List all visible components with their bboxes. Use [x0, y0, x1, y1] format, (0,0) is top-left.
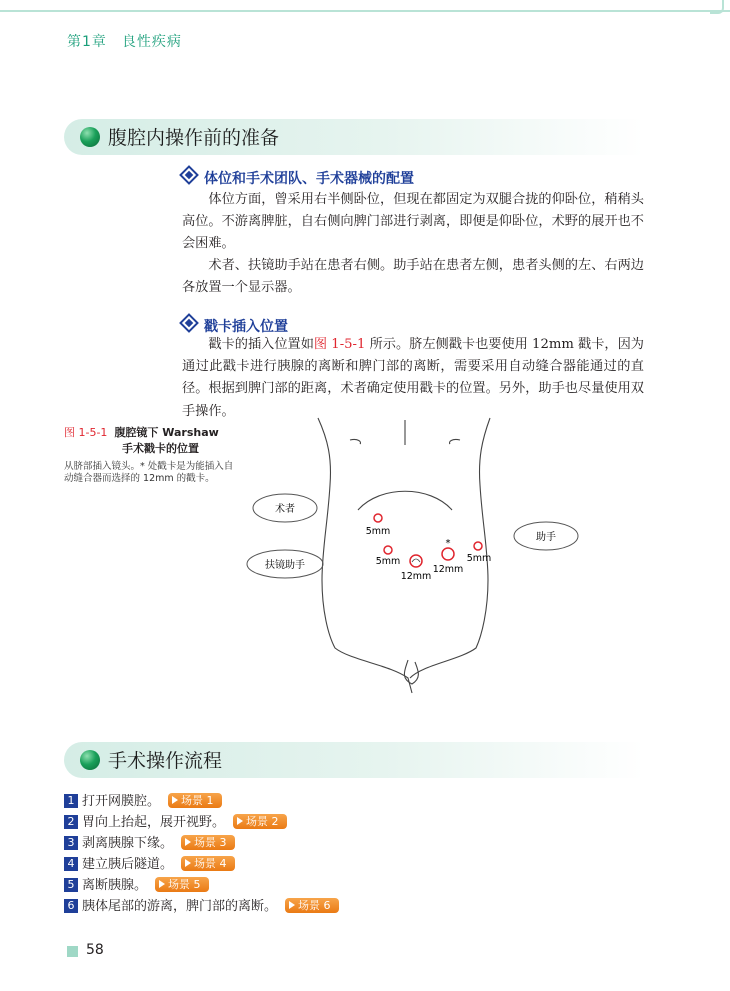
scene-label: 场景 5 [168, 878, 201, 891]
port-label: 5mm [375, 556, 401, 567]
subsection-heading [182, 168, 414, 188]
scene-label: 场景 3 [194, 836, 227, 849]
step-text: 建立胰后隧道。 [82, 857, 174, 872]
port-12mm-left-umbilical [442, 548, 454, 560]
green-ball-icon [80, 127, 100, 147]
step-number: 2 [64, 815, 78, 829]
step-text: 胰体尾部的游离，脾门部的离断。 [82, 899, 278, 914]
step-item [64, 856, 235, 874]
scene-label: 场景 2 [246, 815, 279, 828]
step-item [64, 814, 287, 832]
step-number: 1 [64, 794, 78, 808]
scene-3-button[interactable] [181, 835, 235, 850]
figure-number: 图 1-5-1 [64, 426, 108, 439]
scene-label: 场景 6 [298, 899, 331, 912]
play-icon [289, 901, 295, 909]
scene-4-button[interactable] [181, 856, 235, 871]
play-icon [185, 859, 191, 867]
play-icon [159, 880, 165, 888]
port-5mm-upper [374, 514, 382, 522]
step-number: 6 [64, 899, 78, 913]
top-rule-corner [710, 0, 724, 14]
subsection-heading-text: 体位和手术团队、手术器械的配置 [204, 171, 414, 187]
section-heading-bar [64, 119, 644, 155]
figure-caption [64, 424, 234, 456]
figure-reference-link[interactable]: 图 1-5-1 [313, 337, 366, 352]
step-number: 5 [64, 878, 78, 892]
torso-outline [318, 418, 490, 693]
step-text: 胃向上抬起，展开视野。 [82, 815, 226, 830]
step-number: 3 [64, 836, 78, 850]
section-title: 手术操作流程 [108, 750, 223, 772]
paragraph: 体位方面，曾采用右半侧卧位，但现在都固定为双腿合拢的仰卧位，稍稍头高位。不游离脾脏，自右侧向脾门部进行剥离，即便是仰卧位，术野的展开也不会困难。 [182, 192, 644, 252]
step-number: 4 [64, 857, 78, 871]
diamond-bullet-icon [179, 165, 199, 185]
play-icon [237, 817, 243, 825]
scene-6-button[interactable] [285, 898, 339, 913]
step-item [64, 898, 339, 916]
scene-2-button[interactable] [233, 814, 287, 829]
scene-5-button[interactable] [155, 877, 209, 892]
section-title: 腹腔内操作前的准备 [108, 127, 280, 149]
torso-port-diagram [240, 410, 580, 695]
paragraph-text: 所示。脐左侧戳卡也要使用 12mm 戳卡，因为通过此戳卡进行胰腺的离断和脾门部的离断，需要采用自动缝合器能通过的直径。根据到脾门部的距离，术者确定使用戳卡的位置。另外，助手也尽量使用双手操作。 [182, 337, 644, 419]
port-5mm-left [384, 546, 392, 554]
step-item [64, 835, 235, 853]
scope-assistant-label: 扶镜助手 [265, 560, 305, 571]
green-ball-icon [80, 750, 100, 770]
umbilicus-mark [412, 559, 420, 562]
step-text: 离断胰腺。 [82, 878, 148, 893]
step-item [64, 877, 209, 895]
step-text: 打开网膜腔。 [82, 794, 161, 809]
chapter-header: 第1章 良性疾病 [67, 34, 182, 50]
assistant-label: 助手 [536, 532, 556, 543]
step-text: 剥离胰腺下缘。 [82, 836, 174, 851]
port-label: 5mm [365, 526, 391, 537]
paragraph: 术者、扶镜助手站在患者右侧。助手站在患者左侧，患者头侧的左、右两边各放置一个显示器。 [182, 258, 644, 296]
paragraph-text: 戳卡的插入位置如 [208, 337, 314, 352]
play-icon [185, 838, 191, 846]
port-label: 12mm [432, 564, 464, 575]
surgeon-label: 术者 [275, 504, 295, 515]
page-number: 58 [86, 942, 104, 958]
diamond-bullet-icon [179, 313, 199, 333]
subsection-heading [182, 316, 288, 336]
scene-1-button[interactable] [168, 793, 222, 808]
figure-note: 从脐部插入镜头。* 处戳卡是为能插入自动缝合器而选择的 12mm 的戳卡。 [64, 461, 234, 484]
section-heading-bar [64, 742, 644, 778]
asterisk-mark: * [445, 538, 451, 549]
step-item [64, 793, 222, 811]
port-12mm-umbilical [410, 555, 422, 567]
port-5mm-right [474, 542, 482, 550]
figure-title-line1: 腹腔镜下 Warshaw [114, 426, 219, 439]
page-number-marker [67, 946, 78, 957]
port-label: 12mm [400, 571, 432, 582]
scene-label: 场景 4 [194, 857, 227, 870]
scene-label: 场景 1 [181, 794, 214, 807]
figure-title-line2: 手术戳卡的位置 [122, 442, 199, 455]
subsection-heading-text: 戳卡插入位置 [204, 319, 288, 335]
top-rule [0, 10, 730, 12]
play-icon [172, 796, 178, 804]
port-label: 5mm [466, 553, 492, 564]
